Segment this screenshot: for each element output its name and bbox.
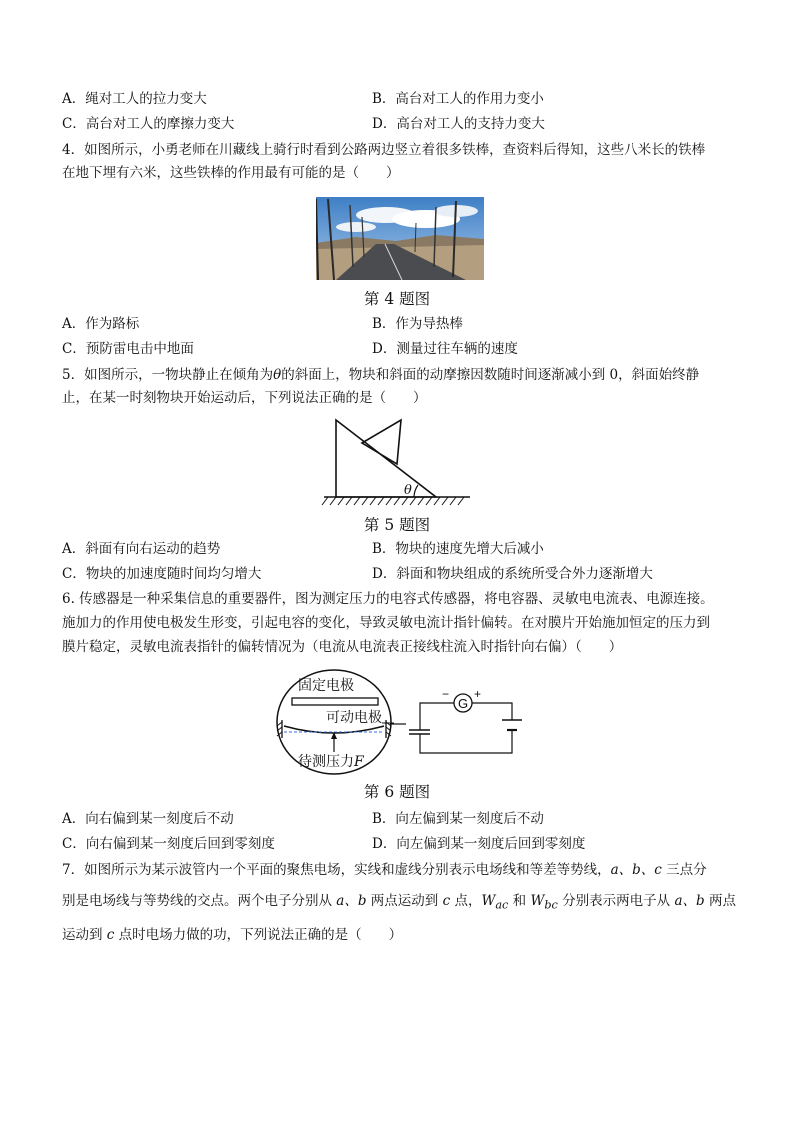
q3-option-b: B．高台对工人的作用力变小 bbox=[372, 91, 544, 107]
q6-option-d: D．向左偏到某一刻度后回到零刻度 bbox=[372, 836, 586, 852]
q7-text-part: 分别表示两电子从 bbox=[557, 893, 675, 909]
pressure-label: 待测压力F bbox=[298, 753, 364, 770]
q7-text-part: 点， bbox=[450, 893, 482, 909]
q4-option-c: C．预防雷电击中地面 bbox=[62, 341, 194, 357]
q5-stem-line1 bbox=[62, 366, 699, 384]
q7-text-part: 运动到 bbox=[62, 927, 107, 943]
q7-text-part: 点时电场力做的功，下列说法正确的是（ ） bbox=[114, 927, 403, 943]
galvanometer-label: G bbox=[458, 696, 469, 711]
q3-option-a: A．绳对工人的拉力变大 bbox=[62, 91, 207, 107]
q5-stem-line2: 止，在某一时刻物块开始运动后，下列说法正确的是（ ） bbox=[62, 390, 427, 406]
q3-option-d: D．高台对工人的支持力变大 bbox=[372, 116, 545, 132]
q7-stem-line2 bbox=[62, 892, 736, 915]
q7-work-bc: W bbox=[530, 893, 545, 909]
q5-figure-caption: 第 5 题图 bbox=[363, 516, 431, 534]
q7-work-ac: W bbox=[481, 893, 496, 909]
q4-option-a: A．作为路标 bbox=[62, 316, 140, 332]
q7-text-part: 两点 bbox=[704, 893, 736, 909]
q4-option-d: D．测量过往车辆的速度 bbox=[372, 341, 518, 357]
q6-figure-caption: 第 6 题图 bbox=[363, 783, 431, 801]
q4-option-b: B．作为导热棒 bbox=[372, 316, 463, 332]
q7-work-ac-subscript: ac bbox=[495, 898, 509, 912]
q7-stem-line1 bbox=[62, 861, 707, 879]
q5-theta-symbol: θ bbox=[273, 367, 282, 383]
q7-text-part: 7．如图所示为某示波管内一个平面的聚焦电场，实线和虚线分别表示电场线和等差等势线， bbox=[62, 862, 611, 878]
q7-text-part: 两点运动到 bbox=[366, 893, 443, 909]
q5-option-a: A．斜面有向右运动的趋势 bbox=[62, 541, 221, 557]
q6-capacitor-sensor-figure bbox=[272, 668, 532, 776]
q5-option-d: D．斜面和物块组成的系统所受合外力逐渐增大 bbox=[372, 566, 653, 582]
q7-text-part: 和 bbox=[508, 893, 531, 909]
q5-option-b: B．物块的速度先增大后减小 bbox=[372, 541, 544, 557]
q7-text-part: 三点分 bbox=[661, 862, 707, 878]
q4-figure-caption: 第 4 题图 bbox=[363, 290, 431, 308]
q6-stem-line3: 膜片稳定，灵敏电流表指针的偏转情况为（电流从电流表正接线柱流入时指针向右偏）（ ） bbox=[62, 639, 623, 655]
q3-option-c: C．高台对工人的摩擦力变大 bbox=[62, 116, 235, 132]
q6-option-b: B．向左偏到某一刻度后不动 bbox=[372, 811, 544, 827]
q4-stem-line2: 在地下埋有六米，这些铁棒的作用最有可能的是（ ） bbox=[62, 165, 400, 181]
q4-road-photo bbox=[316, 197, 484, 280]
q7-points-abc: a、b、c bbox=[610, 862, 662, 878]
q6-stem-line2: 施加力的作用使电极发生形变，引起电容的变化，导致灵敏电流计指针偏转。在对膜片开始施加恒定的压力到 bbox=[62, 615, 710, 631]
movable-electrode-label: 可动电极 bbox=[326, 709, 382, 725]
q7-point-c: c bbox=[106, 927, 115, 943]
q6-option-c: C．向右偏到某一刻度后回到零刻度 bbox=[62, 836, 275, 852]
galvanometer-minus: − bbox=[442, 687, 450, 701]
q5-theta-label: θ bbox=[404, 483, 412, 498]
q7-points-ab: a、b bbox=[336, 893, 367, 909]
q5-stem-part2: 的斜面上，物块和斜面的动摩擦因数随时间逐渐减小到 0，斜面始终静 bbox=[281, 367, 700, 383]
fixed-electrode bbox=[292, 698, 378, 705]
q6-stem-line1: 6. 传感器是一种采集信息的重要器件，图为测定压力的电容式传感器，将电容器、灵敏电电流表、电源连接。 bbox=[62, 591, 714, 607]
fixed-electrode-label: 固定电极 bbox=[298, 677, 354, 693]
q6-option-a: A．向右偏到某一刻度后不动 bbox=[62, 811, 234, 827]
q7-work-bc-subscript: bc bbox=[544, 898, 558, 912]
q5-option-c: C．物块的加速度随时间均匀增大 bbox=[62, 566, 262, 582]
q5-stem-part1: 5．如图所示，一物块静止在倾角为 bbox=[62, 367, 274, 383]
q4-stem-line1: 4．如图所示，小勇老师在川藏线上骑行时看到公路两边竖立着很多铁棒，查资料后得知，这些八米长的铁棒 bbox=[62, 142, 706, 158]
q7-stem-line3 bbox=[62, 926, 402, 944]
q7-points-ab: a、b bbox=[674, 893, 705, 909]
q5-incline-figure bbox=[318, 415, 478, 510]
galvanometer-plus: + bbox=[474, 687, 482, 701]
q7-text-part: 别是电场线与等势线的交点。两个电子分别从 bbox=[62, 893, 337, 909]
q7-point-c: c bbox=[442, 893, 451, 909]
